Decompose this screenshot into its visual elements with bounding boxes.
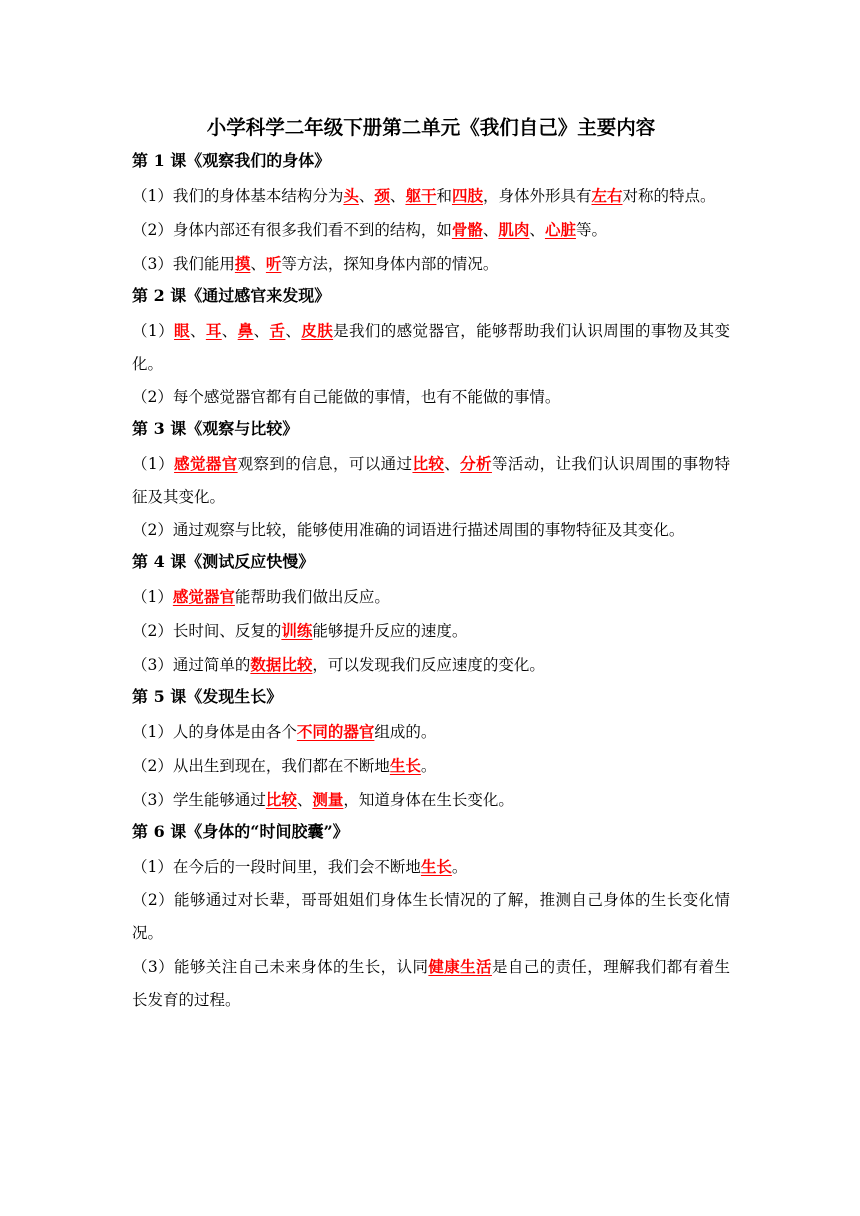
- highlighted-term: 肌肉: [498, 220, 530, 239]
- point-text: 是我们的感觉器官，能够帮助我们认识周围的事物及其变化。: [132, 322, 730, 373]
- point-text: （1）人的身体是由各个: [132, 723, 297, 741]
- highlighted-term: 生长: [420, 857, 452, 876]
- point-text: 、: [253, 322, 270, 340]
- lesson-heading: 第 3 课《观察与比较》: [132, 419, 299, 438]
- lesson-section: [132, 685, 730, 817]
- lesson-point: [132, 783, 730, 817]
- point-text: （2）身体内部还有很多我们看不到的结构，如: [132, 221, 452, 239]
- point-text: 、: [358, 187, 375, 205]
- point-text: （3）我们能用: [132, 255, 235, 273]
- highlighted-term: 左右: [591, 186, 623, 205]
- point-text: （2）每个感觉器官都有自己能做的事情，也有不能做的事情。: [132, 388, 561, 406]
- lesson-heading: 第 4 课《测试反应快慢》: [132, 552, 315, 571]
- point-text: 。: [451, 858, 468, 876]
- lesson-point: [132, 514, 730, 547]
- point-text: 、: [296, 791, 313, 809]
- highlighted-term: 耳: [205, 321, 222, 340]
- point-text: 。: [420, 757, 437, 775]
- point-text: 等。: [575, 221, 607, 239]
- point-text: 能够提升反应的速度。: [312, 622, 468, 640]
- lesson-section: [132, 417, 730, 547]
- document-body: [132, 112, 730, 1017]
- point-text: 、: [221, 322, 238, 340]
- point-text: （1）: [132, 322, 175, 340]
- highlighted-term: 听: [265, 254, 282, 273]
- highlighted-term: 健康生活: [428, 957, 492, 976]
- lesson-point: [132, 381, 730, 414]
- lesson-point: [132, 580, 730, 614]
- point-text: （3）通过简单的: [132, 656, 251, 674]
- point-text: 等方法，探知身体内部的情况。: [281, 255, 499, 273]
- point-text: 是自己的责任，理解我们都有着生长发育的过程。: [132, 958, 730, 1009]
- lesson-point: [132, 749, 730, 783]
- highlighted-term: 心脏: [544, 220, 576, 239]
- highlighted-term: 数据比较: [250, 655, 313, 674]
- highlighted-term: 感觉器官: [172, 587, 235, 606]
- point-text: （2）长时间、反复的: [132, 622, 282, 640]
- lesson-point: [132, 715, 730, 749]
- highlighted-term: 比较: [412, 454, 445, 473]
- lesson-point: [132, 247, 730, 281]
- lesson-point: [132, 884, 730, 950]
- point-text: 能帮助我们做出反应。: [234, 588, 390, 606]
- point-text: ，身体外形具有: [482, 187, 592, 205]
- point-text: 、: [285, 322, 302, 340]
- point-text: 、: [389, 187, 406, 205]
- point-text: （3）学生能够通过: [132, 791, 266, 809]
- lesson-heading: 第 5 课《发现生长》: [132, 687, 283, 706]
- highlighted-term: 鼻: [237, 321, 254, 340]
- point-text: （1）在今后的一段时间里，我们会不断地: [132, 858, 421, 876]
- highlighted-term: 不同的器官: [296, 722, 375, 741]
- point-text: 、: [482, 221, 499, 239]
- point-text: （1）: [132, 455, 175, 473]
- lesson-point: [132, 447, 730, 514]
- point-text: ，知道身体在生长变化。: [343, 791, 514, 809]
- point-text: （2）通过观察与比较，能够使用准确的词语进行描述周围的事物特征及其变化。: [132, 521, 685, 539]
- point-text: （2）能够通过对长辈，哥哥姐姐们身体生长情况的了解，推测自己身体的生长变化情况。: [132, 891, 730, 942]
- highlighted-term: 四肢: [451, 186, 483, 205]
- lesson-heading: 第 1 课《观察我们的身体》: [132, 151, 331, 170]
- point-text: （2）从出生到现在，我们都在不断地: [132, 757, 390, 775]
- lesson-point: [132, 950, 730, 1017]
- point-text: 等活动，让我们认识周围的事物特征及其变化。: [132, 455, 730, 506]
- highlighted-term: 骨骼: [451, 220, 483, 239]
- lesson-point: [132, 850, 730, 884]
- point-text: 组成的。: [374, 723, 437, 741]
- highlighted-term: 比较: [265, 790, 297, 809]
- point-text: （1）: [132, 588, 173, 606]
- point-text: 和: [436, 187, 452, 205]
- highlighted-term: 头: [343, 186, 359, 205]
- highlighted-term: 皮肤: [301, 321, 334, 340]
- highlighted-term: 舌: [269, 321, 286, 340]
- lesson-section: [132, 550, 730, 682]
- point-text: （3）能够关注自己未来身体的生长，认同: [132, 958, 429, 976]
- highlighted-term: 眼: [174, 321, 190, 340]
- point-text: 、: [529, 221, 545, 239]
- lesson-heading: 第 6 课《身体的“时间胶囊”》: [132, 822, 349, 841]
- lesson-heading: 第 2 课《通过感官来发现》: [132, 286, 331, 305]
- lesson-section: [132, 820, 730, 1017]
- highlighted-term: 感觉器官: [174, 454, 238, 473]
- lesson-point: [132, 648, 730, 682]
- highlighted-term: 颈: [374, 186, 390, 205]
- point-text: 观察到的信息，可以通过: [237, 455, 413, 473]
- document-title: 小学科学二年级下册第二单元《我们自己》主要内容: [206, 116, 656, 139]
- point-text: 、: [189, 322, 206, 340]
- highlighted-term: 生长: [389, 756, 421, 775]
- lesson-point: [132, 614, 730, 648]
- point-text: 、: [250, 255, 266, 273]
- point-text: （1）我们的身体基本结构分为: [132, 187, 344, 205]
- highlighted-term: 躯干: [405, 186, 437, 205]
- lesson-section: [132, 284, 730, 414]
- highlighted-term: 分析: [460, 454, 492, 473]
- lesson-point: [132, 213, 730, 247]
- highlighted-term: 摸: [234, 254, 251, 273]
- highlighted-term: 测量: [312, 790, 344, 809]
- highlighted-term: 训练: [281, 621, 313, 640]
- lesson-section: [132, 149, 730, 281]
- lesson-point: [132, 314, 730, 381]
- point-text: 、: [444, 455, 461, 473]
- point-text: 对称的特点。: [622, 187, 716, 205]
- lesson-point: [132, 179, 730, 213]
- lesson-list: [132, 149, 730, 1017]
- point-text: ，可以发现我们反应速度的变化。: [312, 656, 545, 674]
